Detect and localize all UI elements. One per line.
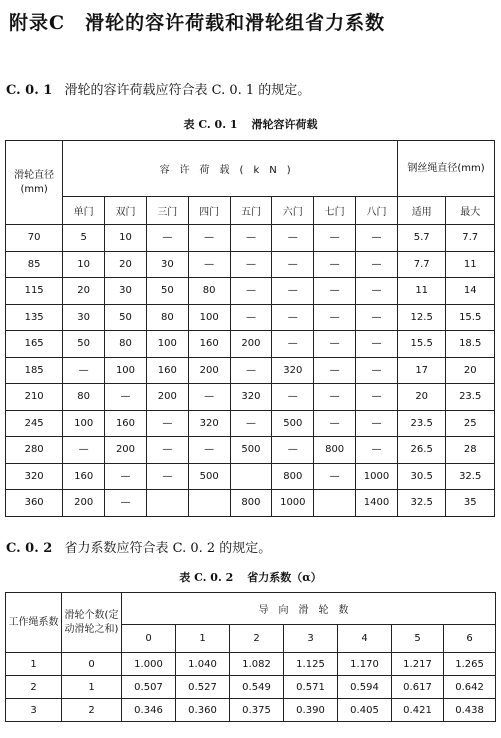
table-cell: 15.5 [446, 304, 495, 331]
table-cell: — [105, 490, 147, 517]
table-cell: 23.5 [446, 384, 495, 411]
guide-count-3: 3 [284, 625, 338, 653]
table-cell: 20 [397, 384, 445, 411]
table-cell: 0.375 [230, 699, 284, 722]
table-cell: — [146, 410, 188, 437]
table-cell: 25 [446, 410, 495, 437]
table-row [6, 437, 495, 464]
force-saving-coefficient-table [5, 592, 496, 722]
table-cell [188, 490, 230, 517]
table-cell: 0.421 [392, 699, 444, 722]
table-cell: 1.265 [444, 653, 496, 676]
guide-count-1: 1 [176, 625, 230, 653]
table-cell: — [188, 437, 230, 464]
table-row [6, 331, 495, 358]
table-cell: — [230, 225, 272, 252]
table2-caption-title: 省力系数（α） [247, 571, 322, 584]
table-row [6, 384, 495, 411]
table-cell: 1.000 [122, 653, 176, 676]
table-cell: — [105, 384, 147, 411]
table-cell: 1.125 [284, 653, 338, 676]
table-cell: 165 [6, 331, 63, 358]
table-cell: 20 [105, 251, 147, 278]
table-row [6, 357, 495, 384]
table-cell: — [230, 304, 272, 331]
table-cell: 135 [6, 304, 63, 331]
table-cell: 245 [6, 410, 63, 437]
table-cell: 160 [188, 331, 230, 358]
table-cell: 32.5 [446, 463, 495, 490]
table-cell: 360 [6, 490, 63, 517]
table-cell: 320 [6, 463, 63, 490]
table-cell: — [356, 251, 398, 278]
table-cell: 320 [272, 357, 314, 384]
table-cell: — [146, 225, 188, 252]
table-cell: 14 [446, 278, 495, 305]
table-cell: — [356, 384, 398, 411]
table-cell: 185 [6, 357, 63, 384]
table-cell: 320 [188, 410, 230, 437]
rope-diameter-header: 钢丝绳直径(mm) [397, 141, 494, 197]
pulley-load-table-body [6, 225, 495, 517]
table-cell: 1.217 [392, 653, 444, 676]
table-cell: — [272, 384, 314, 411]
table-cell: 160 [63, 463, 105, 490]
table-cell: 15.5 [397, 331, 445, 358]
table-cell: 210 [6, 384, 63, 411]
sub-header-single: 单门 [63, 197, 105, 225]
table-cell: 11 [397, 278, 445, 305]
table-row [6, 676, 496, 699]
table-cell: — [63, 357, 105, 384]
table-cell: — [356, 331, 398, 358]
table-cell: 35 [446, 490, 495, 517]
sub-header-double: 双门 [105, 197, 147, 225]
table-cell: 100 [146, 331, 188, 358]
table-cell: — [272, 278, 314, 305]
table-cell: 20 [446, 357, 495, 384]
table-cell: 3 [6, 699, 62, 722]
table-cell: 0.390 [284, 699, 338, 722]
table-cell: 32.5 [397, 490, 445, 517]
table-cell: 70 [6, 225, 63, 252]
table-cell: 50 [146, 278, 188, 305]
table-cell: — [105, 463, 147, 490]
table-cell: — [272, 225, 314, 252]
table-cell: 0.527 [176, 676, 230, 699]
table-cell: 0.549 [230, 676, 284, 699]
table-row [6, 251, 495, 278]
table-cell: 80 [63, 384, 105, 411]
pulley-count-header: 滑轮个数(定动滑轮之和) [62, 593, 122, 653]
table-row [6, 225, 495, 252]
table-row [6, 463, 495, 490]
table-cell: — [314, 225, 356, 252]
table-row [6, 699, 496, 722]
guide-count-2: 2 [230, 625, 284, 653]
table-cell: 5.7 [397, 225, 445, 252]
clause-c01-number: C. 0. 1 [6, 83, 53, 98]
table-cell: 0 [62, 653, 122, 676]
table-cell: 30.5 [397, 463, 445, 490]
table-cell: 26.5 [397, 437, 445, 464]
table-cell: 30 [63, 304, 105, 331]
table-cell: 85 [6, 251, 63, 278]
table-cell: — [356, 278, 398, 305]
table-cell: 200 [230, 331, 272, 358]
appendix-title: 附录C 滑轮的容许荷载和滑轮组省力系数 [9, 12, 386, 34]
table-cell: 0.360 [176, 699, 230, 722]
sub-header-suitable: 适用 [397, 197, 445, 225]
table-row [6, 410, 495, 437]
table-cell: 160 [105, 410, 147, 437]
table-cell: 30 [105, 278, 147, 305]
table1-caption [0, 116, 501, 132]
table-cell: — [356, 225, 398, 252]
table-cell: 5 [63, 225, 105, 252]
table-cell: 1.170 [338, 653, 392, 676]
clause-c02-number: C. 0. 2 [6, 541, 53, 556]
table-cell: — [230, 410, 272, 437]
clause-c01 [6, 79, 310, 98]
table-cell: — [272, 251, 314, 278]
table-cell: 10 [63, 251, 105, 278]
table-cell: 280 [6, 437, 63, 464]
table-cell: 1400 [356, 490, 398, 517]
table-cell: 500 [188, 463, 230, 490]
table1-caption-title: 滑轮容许荷载 [251, 118, 318, 131]
table-cell: — [230, 251, 272, 278]
table-cell: 200 [146, 384, 188, 411]
sub-header-six: 六门 [272, 197, 314, 225]
table-cell: — [188, 384, 230, 411]
table-cell: 100 [105, 357, 147, 384]
table-cell: 11 [446, 251, 495, 278]
table-cell: 30 [146, 251, 188, 278]
table-cell: — [314, 384, 356, 411]
table-cell: 0.594 [338, 676, 392, 699]
table-cell: — [356, 437, 398, 464]
table-cell: 0.507 [122, 676, 176, 699]
table-cell: 0.405 [338, 699, 392, 722]
table-cell: 500 [230, 437, 272, 464]
guide-count-0: 0 [122, 625, 176, 653]
table-cell: — [188, 251, 230, 278]
table-cell: — [272, 437, 314, 464]
table2-caption [0, 569, 501, 585]
table-cell: — [314, 331, 356, 358]
table-cell: 0.642 [444, 676, 496, 699]
working-rope-factor-header: 工作绳系数 [6, 593, 62, 653]
table-cell: — [356, 410, 398, 437]
table-cell: — [314, 304, 356, 331]
table-cell [230, 463, 272, 490]
sub-header-seven: 七门 [314, 197, 356, 225]
clause-c01-text: 滑轮的容许荷载应符合表 C. 0. 1 的规定。 [64, 83, 311, 98]
table-cell: 1 [62, 676, 122, 699]
table-cell: 200 [63, 490, 105, 517]
table-cell: 80 [105, 331, 147, 358]
table-cell: 2 [62, 699, 122, 722]
table-cell: — [356, 357, 398, 384]
table-cell: — [146, 463, 188, 490]
table-cell: 17 [397, 357, 445, 384]
table-cell: 200 [188, 357, 230, 384]
table-cell: — [272, 304, 314, 331]
table-cell: 12.5 [397, 304, 445, 331]
table2-caption-number: 表 C. 0. 2 [179, 571, 234, 584]
sub-header-max: 最大 [446, 197, 495, 225]
clause-c02 [6, 537, 271, 556]
table-row [6, 490, 495, 517]
table-cell: — [230, 357, 272, 384]
table-cell: 0.438 [444, 699, 496, 722]
table-cell: 7.7 [397, 251, 445, 278]
table-cell: 800 [314, 437, 356, 464]
sub-header-quad: 四门 [188, 197, 230, 225]
guide-count-5: 5 [392, 625, 444, 653]
table-cell: 50 [63, 331, 105, 358]
sub-header-five: 五门 [230, 197, 272, 225]
table-cell: 28 [446, 437, 495, 464]
table-cell: — [314, 251, 356, 278]
table-cell: 500 [272, 410, 314, 437]
table-cell: — [356, 304, 398, 331]
table-cell: 20 [63, 278, 105, 305]
table-cell: 1000 [272, 490, 314, 517]
table-cell: — [314, 278, 356, 305]
table-cell: 160 [146, 357, 188, 384]
table-cell: 10 [105, 225, 147, 252]
table-cell: — [314, 463, 356, 490]
table-cell: — [63, 437, 105, 464]
table-cell: 1.082 [230, 653, 284, 676]
table-cell [146, 490, 188, 517]
guide-count-4: 4 [338, 625, 392, 653]
table-cell: — [314, 410, 356, 437]
table-cell: 23.5 [397, 410, 445, 437]
table-cell: 1.040 [176, 653, 230, 676]
table-cell: — [230, 278, 272, 305]
table-cell: 7.7 [446, 225, 495, 252]
table-cell: — [272, 331, 314, 358]
table-row [6, 278, 495, 305]
table-cell: 800 [230, 490, 272, 517]
table-cell: 320 [230, 384, 272, 411]
table-cell: 0.617 [392, 676, 444, 699]
diameter-header: 滑轮直径(mm) [6, 141, 63, 225]
table1-caption-number: 表 C. 0. 1 [183, 118, 238, 131]
guide-pulley-header: 导向滑轮数 [122, 593, 496, 625]
table-cell: 100 [188, 304, 230, 331]
guide-count-6: 6 [444, 625, 496, 653]
table-cell: 0.346 [122, 699, 176, 722]
force-saving-coefficient-table-body [6, 653, 496, 722]
table-cell: 200 [105, 437, 147, 464]
table-cell: — [146, 437, 188, 464]
table-cell: — [314, 357, 356, 384]
table-cell: 50 [105, 304, 147, 331]
pulley-load-table [5, 140, 495, 517]
table-cell: 800 [272, 463, 314, 490]
clause-c02-text: 省力系数应符合表 C. 0. 2 的规定。 [64, 541, 272, 556]
table-cell: 0.571 [284, 676, 338, 699]
table-cell: 1000 [356, 463, 398, 490]
table-cell: 18.5 [446, 331, 495, 358]
table-cell: 115 [6, 278, 63, 305]
table-cell: 2 [6, 676, 62, 699]
sub-header-eight: 八门 [356, 197, 398, 225]
table-cell: 80 [146, 304, 188, 331]
table-cell: 80 [188, 278, 230, 305]
table-row [6, 304, 495, 331]
load-header: 容许荷载(kN) [63, 141, 398, 197]
table-row [6, 653, 496, 676]
table-cell: 1 [6, 653, 62, 676]
sub-header-triple: 三门 [146, 197, 188, 225]
table-cell [314, 490, 356, 517]
table-cell: 100 [63, 410, 105, 437]
table-cell: — [188, 225, 230, 252]
